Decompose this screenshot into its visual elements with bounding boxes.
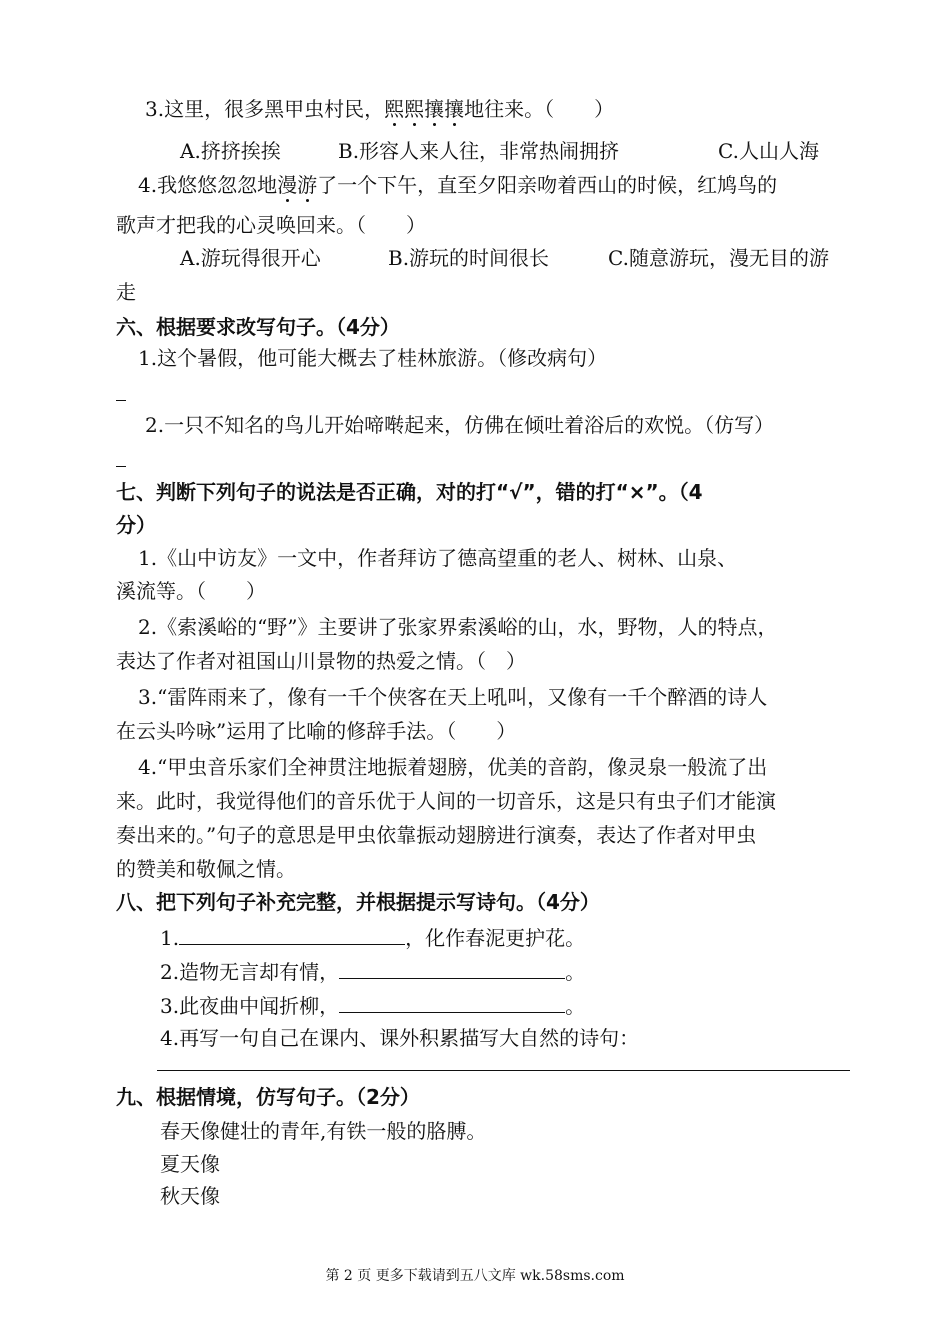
q7-2-cont: 表达了作者对祖国山川景物的热爱之情。（ ） [116, 649, 526, 673]
fill-blank[interactable] [179, 922, 405, 945]
q9-summer: 夏天像 [160, 1152, 220, 1176]
q6-2: 2.一只不知名的鸟儿开始啼啭起来，仿佛在倾吐着浴后的欢悦。（仿写） [145, 413, 775, 437]
q5-4-option-c: C.随意游玩，漫无目的游 [608, 246, 829, 270]
q8-2: 2.造物无言却有情， 。 [160, 956, 585, 986]
q8-3: 3.此夜曲中闻折柳， 。 [160, 990, 585, 1020]
page-footer: 第 2 页 更多下载请到五八文库 wk.58sms.com [325, 1268, 625, 1284]
q7-2: 2.《索溪峪的“野”》主要讲了张家界索溪峪的山，水，野物，人的特点， [138, 615, 778, 639]
q5-4-stem-cont: 歌声才把我的心灵唤回来。（ ） [116, 213, 426, 237]
answer-line[interactable] [116, 466, 126, 467]
q7-4-cont: 奏出来的。”句子的意思是甲虫依靠振动翅膀进行演奏，表达了作者对甲虫 [116, 823, 757, 847]
poem-answer-line[interactable] [157, 1070, 850, 1071]
q7-3-cont: 在云头吟咏”运用了比喻的修辞手法。（ ） [116, 719, 517, 743]
fill-blank[interactable] [339, 990, 565, 1013]
section8-title: 八、把下列句子补充完整，并根据提示写诗句。（4分） [116, 890, 600, 914]
q7-3: 3.“雷阵雨来了，像有一千个侠客在天上吼叫，又像有一千个醉酒的诗人 [138, 685, 768, 709]
q5-3-stem: 3.这里，很多黑甲虫村民，熙熙攘攘地往来。（ ） [145, 97, 615, 121]
section6-title: 六、根据要求改写句子。（4分） [116, 315, 400, 339]
q5-3-option-b: B.形容人来人往，非常热闹拥挤 [338, 139, 620, 163]
q8-4: 4.再写一句自己在课内、课外积累描写大自然的诗句： [160, 1026, 640, 1050]
q7-1-cont: 溪流等。（ ） [116, 579, 266, 603]
q7-4: 4.“甲虫音乐家们全神贯注地振着翅膀，优美的音韵，像灵泉一般流了出 [138, 755, 768, 779]
answer-line[interactable] [116, 400, 126, 401]
fill-blank[interactable] [339, 956, 565, 979]
q6-1: 1.这个暑假，他可能大概去了桂林旅游。（修改病句） [138, 346, 608, 370]
section7-title-cont: 分） [116, 513, 156, 537]
q5-3-option-a: A.挤挤挨挨 [180, 139, 281, 163]
q5-4-option-c-cont: 走 [116, 280, 136, 304]
q5-4-stem: 4.我悠悠忽忽地漫游了一个下午，直至夕阳亲吻着西山的时候，红鸠鸟的 [138, 173, 778, 197]
q7-1: 1.《山中访友》一文中，作者拜访了德高望重的老人、树林、山泉、 [138, 546, 738, 570]
q7-4-cont: 的赞美和敬佩之情。 [116, 857, 296, 881]
q5-4-option-a: A.游玩得很开心 [180, 246, 321, 270]
q8-1: 1. ，化作春泥更护花。 [160, 922, 585, 952]
q9-example: 春天像健壮的青年,有铁一般的胳膊。 [160, 1119, 487, 1143]
section9-title: 九、根据情境，仿写句子。（2分） [116, 1085, 420, 1109]
section7-title: 七、判断下列句子的说法是否正确，对的打“√”，错的打“×”。（4 [116, 480, 703, 504]
q5-3-option-c: C.人山人海 [718, 139, 819, 163]
q7-4-cont: 来。此时，我觉得他们的音乐优于人间的一切音乐，这是只有虫子们才能演 [116, 789, 776, 813]
q9-autumn: 秋天像 [160, 1184, 220, 1208]
q5-4-option-b: B.游玩的时间很长 [388, 246, 550, 270]
